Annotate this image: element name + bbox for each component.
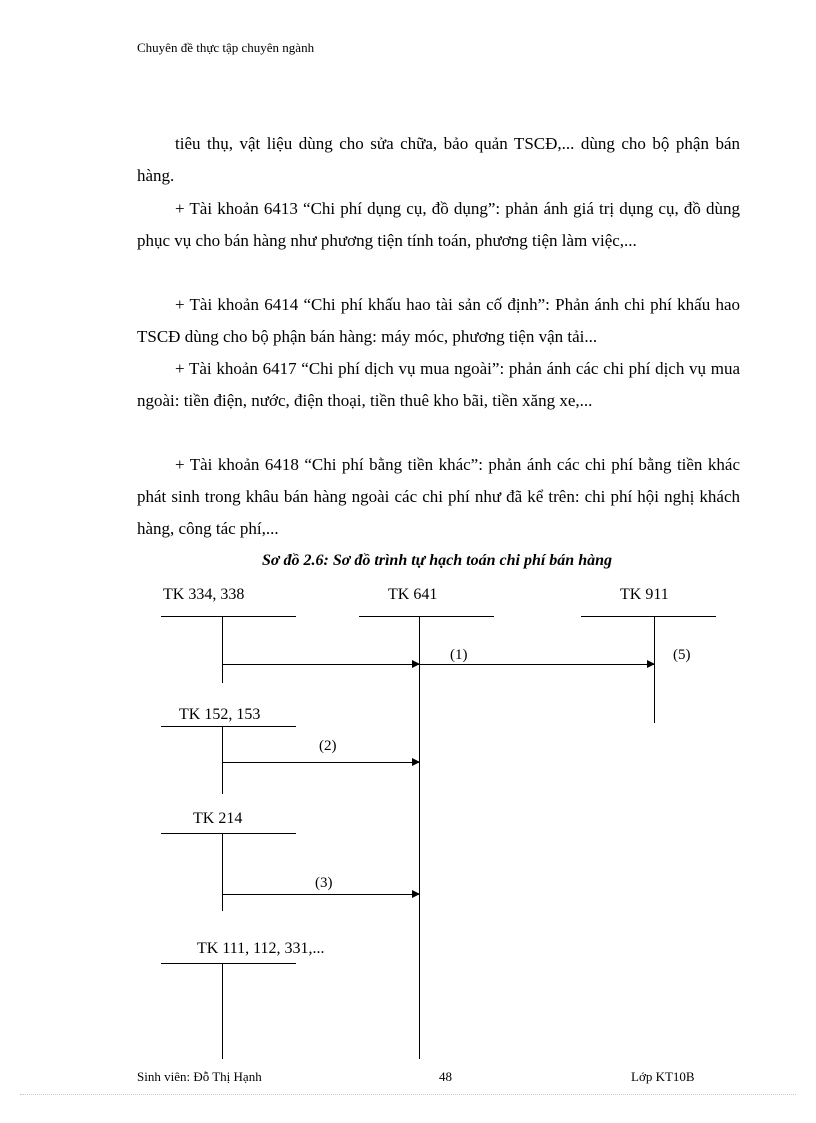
footer-student: Sinh viên: Đỗ Thị Hạnh bbox=[137, 1069, 262, 1084]
account-tk214-label: TK 214 bbox=[193, 810, 243, 827]
account-tk911-label: TK 911 bbox=[620, 586, 669, 603]
account-tk214-header-line bbox=[161, 833, 296, 834]
flow-arrow-641-to-911 bbox=[419, 664, 654, 665]
account-tk334-header-line bbox=[161, 616, 296, 617]
footer-class: Lớp KT10B bbox=[631, 1069, 695, 1084]
account-tk641-header-line bbox=[359, 616, 494, 617]
account-tk214-stem bbox=[222, 833, 223, 911]
flow-label-5: (5) bbox=[673, 647, 691, 663]
account-tk111-stem bbox=[222, 963, 223, 1059]
paragraph-2: + Tài khoản 6413 “Chi phí dụng cụ, đồ dụng”: phản ánh giá trị dụng cụ, đồ dùng phục vụ cho bán hàng như phương tiện tính toán, phương tiện làm việc,... bbox=[137, 199, 740, 250]
account-tk911-stem bbox=[654, 616, 655, 723]
account-tk334-stem bbox=[222, 616, 223, 683]
paragraph-5: + Tài khoản 6418 “Chi phí bằng tiền khác”: phản ánh các chi phí bằng tiền khác phát sinh trong khâu bán hàng ngoài các chi phí như đã kể trên: chi phí hội nghị khách hàng, công tác phí,... bbox=[137, 455, 740, 538]
account-tk152-stem bbox=[222, 726, 223, 794]
flow-arrow-152-to-641 bbox=[222, 762, 419, 763]
arrowhead bbox=[412, 890, 420, 898]
flow-label-2: (2) bbox=[319, 738, 337, 754]
arrowhead bbox=[647, 660, 655, 668]
footer-page-number: 48 bbox=[439, 1069, 452, 1084]
account-tk152-label: TK 152, 153 bbox=[179, 706, 261, 723]
page-bottom-divider bbox=[20, 1094, 796, 1095]
flow-label-1: (1) bbox=[450, 647, 468, 663]
paragraph-3: + Tài khoản 6414 “Chi phí khấu hao tài sản cố định”: Phản ánh chi phí khấu hao TSCĐ dùng cho bộ phận bán hàng: máy móc, phương tiện vận tải... bbox=[137, 295, 740, 346]
arrowhead bbox=[412, 758, 420, 766]
account-tk641-stem bbox=[419, 616, 420, 1059]
paragraph-1: tiêu thụ, vật liệu dùng cho sửa chữa, bảo quản TSCĐ,... dùng cho bộ phận bán hàng. bbox=[137, 134, 740, 185]
account-tk334-label: TK 334, 338 bbox=[163, 586, 245, 603]
account-tk641-label: TK 641 bbox=[388, 586, 438, 603]
account-tk111-header-line bbox=[161, 963, 296, 964]
page-header: Chuyên đề thực tập chuyên ngành bbox=[137, 40, 315, 55]
account-tk911-header-line bbox=[581, 616, 716, 617]
flow-label-3: (3) bbox=[315, 875, 333, 891]
paragraph-4: + Tài khoản 6417 “Chi phí dịch vụ mua ngoài”: phản ánh các chi phí dịch vụ mua ngoài: tiền điện, nước, điện thoại, tiền thuê kho bãi, tiền xăng xe,... bbox=[137, 359, 740, 410]
diagram-caption: Sơ đồ 2.6: Sơ đồ trình tự hạch toán chi phí bán hàng bbox=[262, 552, 612, 569]
flow-arrow-334-to-641 bbox=[222, 664, 419, 665]
account-tk111-label: TK 111, 112, 331,... bbox=[197, 940, 325, 957]
flow-arrow-214-to-641 bbox=[222, 894, 419, 895]
account-tk152-header-line bbox=[161, 726, 296, 727]
